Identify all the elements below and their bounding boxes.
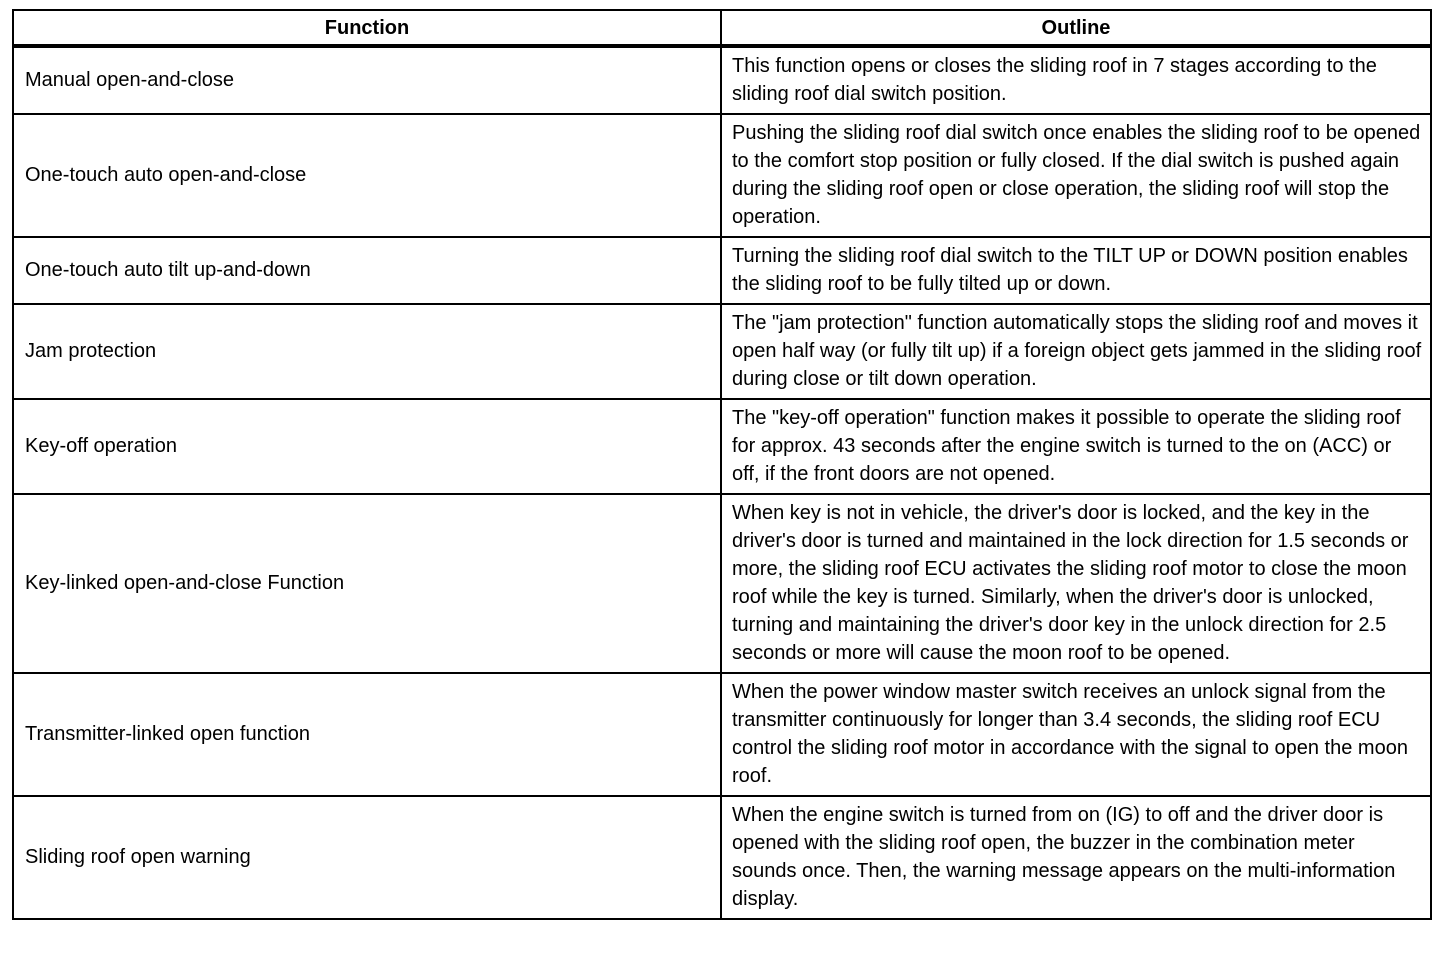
column-header-outline: Outline xyxy=(721,10,1431,46)
table-row xyxy=(13,673,1431,796)
table-row xyxy=(13,494,1431,673)
outline-cell: Turning the sliding roof dial switch to the TILT UP or DOWN position enables the sliding roof to be fully tilted up or down. xyxy=(721,237,1431,304)
function-outline-table xyxy=(12,9,1432,920)
outline-cell: The "jam protection" function automatically stops the sliding roof and moves it open half way (or fully tilt up) if a foreign object gets jammed in the sliding roof during close or tilt down operation. xyxy=(721,304,1431,399)
table-row xyxy=(13,46,1431,114)
table-row xyxy=(13,237,1431,304)
outline-cell: When the power window master switch receives an unlock signal from the transmitter continuously for longer than 3.4 seconds, the sliding roof ECU control the sliding roof motor in accordance with the signal to open the moon roof. xyxy=(721,673,1431,796)
outline-cell: The "key-off operation" function makes it possible to operate the sliding roof for approx. 43 seconds after the engine switch is turned to the on (ACC) or off, if the front doors are not opened. xyxy=(721,399,1431,494)
function-cell: One-touch auto open-and-close xyxy=(13,114,721,237)
table-row xyxy=(13,304,1431,399)
outline-cell: Pushing the sliding roof dial switch once enables the sliding roof to be opened to the comfort stop position or fully closed. If the dial switch is pushed again during the sliding roof open or close operation, the sliding roof will stop the operation. xyxy=(721,114,1431,237)
function-cell: Key-linked open-and-close Function xyxy=(13,494,721,673)
table-header-row xyxy=(13,10,1431,46)
function-cell: Transmitter-linked open function xyxy=(13,673,721,796)
outline-cell: This function opens or closes the sliding roof in 7 stages according to the sliding roof dial switch position. xyxy=(721,46,1431,114)
outline-cell: When the engine switch is turned from on (IG) to off and the driver door is opened with the sliding roof open, the buzzer in the combination meter sounds once. Then, the warning message appears on the multi-information display. xyxy=(721,796,1431,919)
function-cell: Key-off operation xyxy=(13,399,721,494)
column-header-function: Function xyxy=(13,10,721,46)
table-row xyxy=(13,796,1431,919)
function-cell: One-touch auto tilt up-and-down xyxy=(13,237,721,304)
function-cell: Sliding roof open warning xyxy=(13,796,721,919)
table-row xyxy=(13,114,1431,237)
outline-cell: When key is not in vehicle, the driver's door is locked, and the key in the driver's door is turned and maintained in the lock direction for 1.5 seconds or more, the sliding roof ECU activates the sliding roof motor to close the moon roof while the key is turned. Similarly, when the driver's door is unlocked, turning and maintaining the driver's door key in the unlock direction for 2.5 seconds or more will cause the moon roof to be opened. xyxy=(721,494,1431,673)
function-cell: Jam protection xyxy=(13,304,721,399)
function-cell: Manual open-and-close xyxy=(13,46,721,114)
table-row xyxy=(13,399,1431,494)
